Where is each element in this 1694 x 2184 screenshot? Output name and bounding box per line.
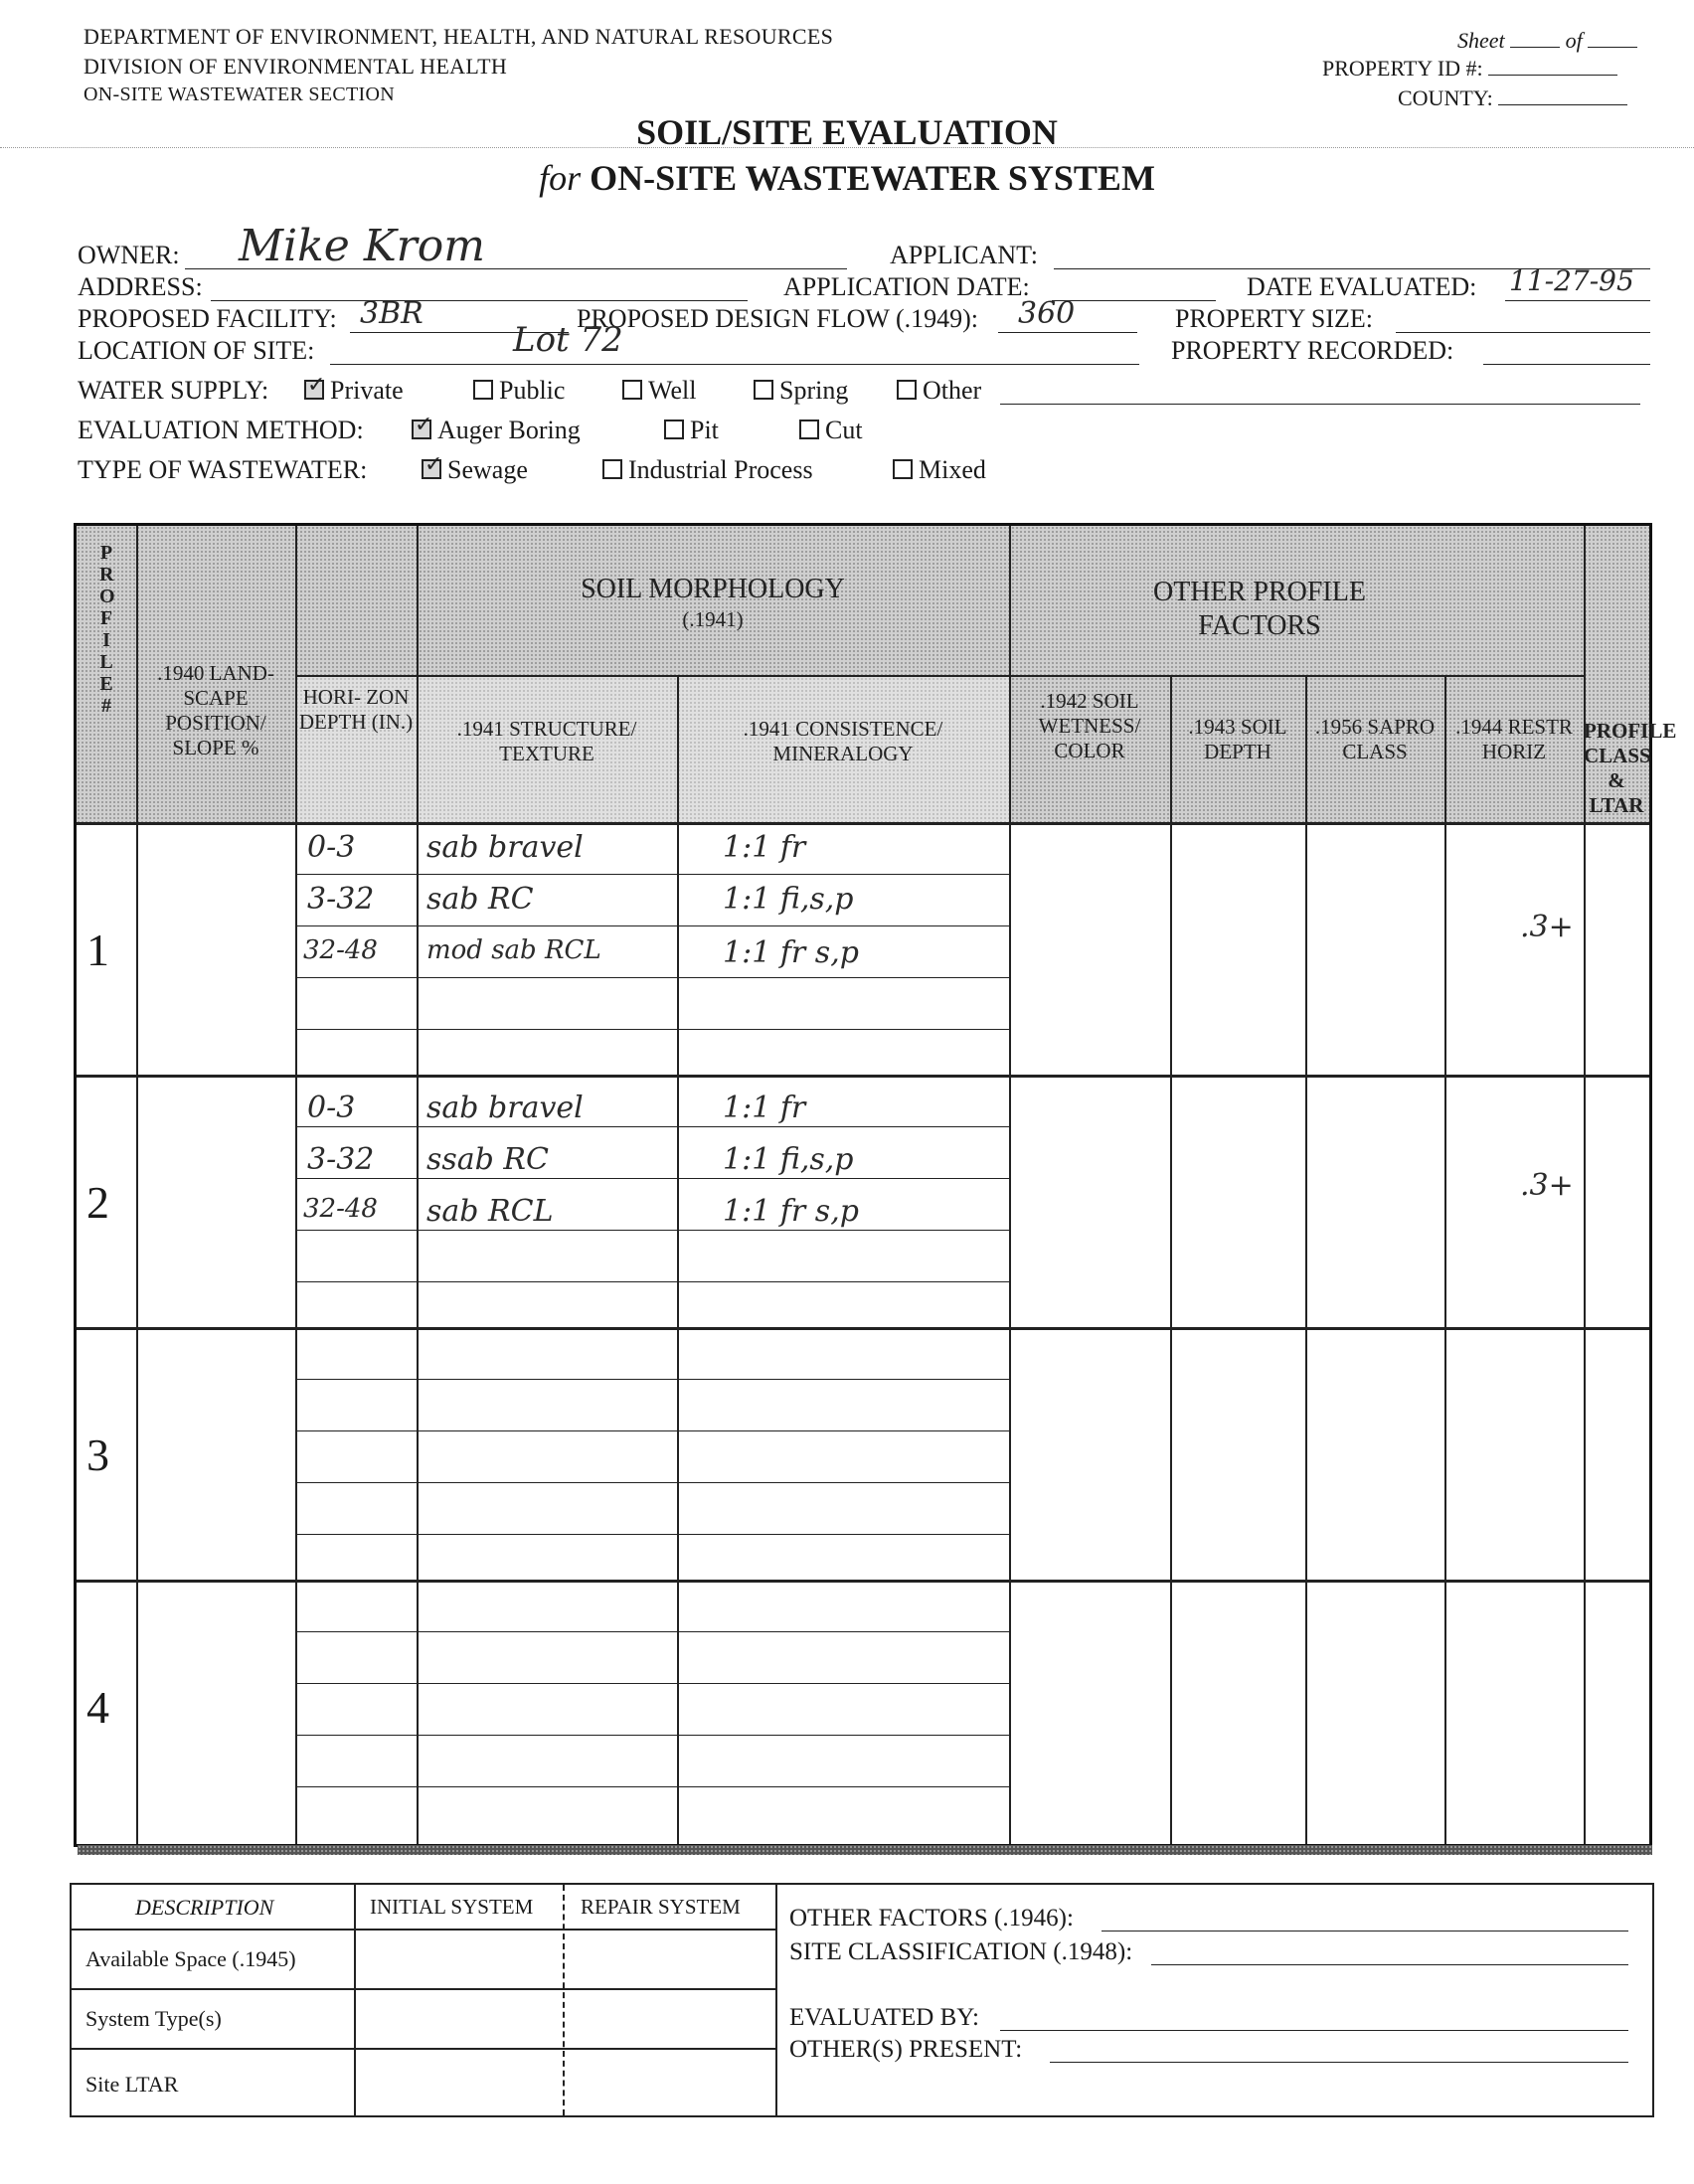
p1-depth: 0-3 bbox=[307, 830, 356, 865]
water-supply-label: WATER SUPPLY: bbox=[78, 376, 269, 405]
evaluation-method-label: EVALUATION METHOD: bbox=[78, 416, 364, 444]
col-line bbox=[417, 526, 419, 1844]
auger-boring-checkbox[interactable] bbox=[412, 420, 431, 439]
wetness-header: .1942 SOIL WETNESS/ COLOR bbox=[1038, 689, 1141, 762]
department-name: DEPARTMENT OF ENVIRONMENT, HEALTH, AND NATURAL RESOURCES bbox=[84, 24, 834, 49]
owner-label: OWNER: bbox=[78, 241, 180, 269]
of-label: of bbox=[1565, 28, 1583, 53]
industrial-option[interactable] bbox=[602, 455, 813, 485]
sewage-checkbox[interactable] bbox=[422, 459, 441, 479]
pit-checkbox[interactable] bbox=[664, 420, 684, 439]
site-classification-label: SITE CLASSIFICATION (.1948): bbox=[789, 1938, 1133, 1965]
horizon-row-line bbox=[295, 1230, 1009, 1231]
horizon-row-line bbox=[295, 1534, 1009, 1535]
horizon-row-line bbox=[295, 1786, 1009, 1787]
p1-ltar: .3+ bbox=[1520, 910, 1574, 944]
water-spring-option[interactable] bbox=[754, 376, 848, 406]
mixed-checkbox[interactable] bbox=[893, 459, 913, 479]
horizon-header: HORI- ZON DEPTH (IN.) bbox=[298, 685, 414, 734]
cut-label: Cut bbox=[825, 416, 863, 444]
col-line bbox=[1584, 526, 1586, 1844]
property-id-field bbox=[1322, 56, 1617, 82]
property-recorded-input[interactable] bbox=[1483, 364, 1650, 365]
system-type-repair-input[interactable] bbox=[565, 1990, 773, 2046]
profile-number: 3 bbox=[86, 1429, 109, 1480]
sewage-label: Sewage bbox=[447, 455, 528, 484]
proposed-facility-value: 3BR bbox=[360, 296, 424, 331]
industrial-checkbox[interactable] bbox=[602, 459, 622, 479]
horizon-row-line bbox=[295, 1126, 1009, 1127]
profile-header bbox=[77, 542, 136, 717]
profile-separator bbox=[77, 1580, 1649, 1583]
p2-consistence: 1:1 fi,s,p bbox=[723, 1142, 854, 1177]
available-space-label: Available Space (.1945) bbox=[85, 1946, 296, 1971]
other-factors-header: OTHER PROFILE FACTORS bbox=[1153, 577, 1366, 641]
site-classification-input[interactable] bbox=[1151, 1964, 1628, 1965]
property-id-label: PROPERTY ID #: bbox=[1322, 56, 1483, 81]
available-space-initial-input[interactable] bbox=[356, 1931, 561, 1986]
bottom-col-line bbox=[775, 1885, 777, 2115]
p1-consistence: 1:1 fr s,p bbox=[723, 935, 859, 970]
horizon-row-line bbox=[295, 1631, 1009, 1632]
p2-depth: 0-3 bbox=[307, 1091, 356, 1125]
auger-boring-option[interactable] bbox=[412, 416, 581, 445]
p1-consistence: 1:1 fi,s,p bbox=[723, 882, 854, 917]
county-label: COUNTY: bbox=[1398, 85, 1493, 110]
county-field bbox=[1398, 85, 1627, 111]
subtitle-prefix: for bbox=[539, 158, 582, 198]
design-flow-value: 360 bbox=[1018, 296, 1076, 331]
p1-texture: sab RC bbox=[426, 882, 534, 917]
county-input[interactable] bbox=[1498, 104, 1627, 105]
property-id-input[interactable] bbox=[1488, 75, 1617, 76]
horizon-row-line bbox=[295, 1683, 1009, 1684]
consistence-header: .1941 CONSISTENCE/ MINERALOGY bbox=[743, 717, 943, 765]
cut-checkbox[interactable] bbox=[799, 420, 819, 439]
property-size-input[interactable] bbox=[1396, 332, 1650, 333]
sheet-field bbox=[1457, 28, 1637, 54]
others-present-label: OTHER(S) PRESENT: bbox=[789, 2036, 1023, 2063]
p2-consistence: 1:1 fr s,p bbox=[723, 1194, 859, 1229]
water-other-input[interactable] bbox=[1000, 404, 1640, 405]
owner-value: Mike Krom bbox=[239, 221, 485, 271]
horizon-row-line bbox=[295, 1379, 1009, 1380]
soil-depth-header: .1943 SOIL DEPTH bbox=[1188, 715, 1287, 763]
auger-boring-label: Auger Boring bbox=[437, 416, 581, 444]
profile-class-header: PROFILE CLASS & LTAR bbox=[1584, 719, 1677, 817]
col-line bbox=[1009, 526, 1011, 1844]
date-evaluated-input[interactable] bbox=[1505, 300, 1650, 301]
restr-horiz-header: .1944 RESTR HORIZ bbox=[1455, 715, 1573, 763]
other-factors-input[interactable] bbox=[1101, 1931, 1628, 1932]
site-ltar-initial-input[interactable] bbox=[356, 2050, 561, 2113]
sewage-option[interactable] bbox=[422, 455, 528, 485]
water-public-option[interactable] bbox=[473, 376, 565, 406]
water-spring-label: Spring bbox=[779, 376, 849, 405]
water-public-checkbox[interactable] bbox=[473, 380, 493, 400]
water-spring-checkbox[interactable] bbox=[754, 380, 773, 400]
site-ltar-label: Site LTAR bbox=[85, 2072, 179, 2097]
address-input[interactable] bbox=[211, 300, 748, 301]
applicant-label: APPLICANT: bbox=[890, 241, 1038, 269]
sheet-label: Sheet bbox=[1457, 28, 1505, 53]
p2-texture: sab bravel bbox=[426, 1091, 584, 1125]
landscape-header: .1940 LAND- SCAPE POSITION/ SLOPE % bbox=[157, 661, 274, 759]
location-value: Lot 72 bbox=[513, 320, 623, 360]
water-private-option[interactable] bbox=[304, 376, 404, 406]
p2-texture: ssab RC bbox=[426, 1142, 549, 1177]
horizon-row-line bbox=[295, 1178, 1009, 1179]
soil-table bbox=[74, 523, 1677, 1847]
p2-depth: 3-32 bbox=[307, 1142, 375, 1177]
application-date-label: APPLICATION DATE: bbox=[783, 272, 1030, 301]
industrial-label: Industrial Process bbox=[628, 455, 813, 484]
horizon-row-line bbox=[295, 1029, 1009, 1030]
water-other-checkbox[interactable] bbox=[897, 380, 917, 400]
col-line bbox=[1305, 675, 1307, 1844]
available-space-repair-input[interactable] bbox=[565, 1931, 773, 1986]
structure-header: .1941 STRUCTURE/ TEXTURE bbox=[456, 717, 637, 765]
subtitle-text: ON-SITE WASTEWATER SYSTEM bbox=[590, 158, 1155, 198]
water-well-option[interactable] bbox=[622, 376, 696, 406]
profile-number: 2 bbox=[86, 1177, 109, 1228]
pit-label: Pit bbox=[690, 416, 719, 444]
horizon-row-line bbox=[295, 874, 1009, 875]
application-date-input[interactable] bbox=[1052, 300, 1216, 301]
col-line bbox=[1444, 675, 1446, 1844]
division-name: DIVISION OF ENVIRONMENTAL HEALTH bbox=[84, 54, 508, 79]
horizon-row-line bbox=[295, 925, 1009, 926]
profile-separator bbox=[77, 1327, 1649, 1330]
location-label: LOCATION OF SITE: bbox=[78, 336, 315, 365]
design-flow-label: PROPOSED DESIGN FLOW (.1949): bbox=[577, 304, 978, 333]
water-well-checkbox[interactable] bbox=[622, 380, 642, 400]
header-sub-line bbox=[295, 675, 1584, 677]
bottom-section bbox=[70, 1883, 1654, 2117]
col-line bbox=[295, 526, 297, 1844]
sapro-class-header: .1956 SAPRO CLASS bbox=[1314, 715, 1436, 763]
p1-depth: 32-48 bbox=[303, 935, 378, 965]
pit-option[interactable] bbox=[664, 416, 719, 445]
proposed-facility-label: PROPOSED FACILITY: bbox=[78, 304, 337, 333]
horizon-row-line bbox=[295, 1735, 1009, 1736]
header-bottom-line bbox=[77, 822, 1649, 825]
initial-system-header: INITIAL SYSTEM bbox=[370, 1895, 534, 1919]
p2-depth: 32-48 bbox=[303, 1194, 378, 1224]
p2-ltar: .3+ bbox=[1520, 1168, 1574, 1203]
water-other-option[interactable] bbox=[897, 376, 981, 406]
system-type-initial-input[interactable] bbox=[356, 1990, 561, 2046]
horizon-row-line bbox=[295, 1482, 1009, 1483]
horizon-row-line bbox=[295, 977, 1009, 978]
horizon-row-line bbox=[295, 1281, 1009, 1282]
p1-depth: 3-32 bbox=[307, 882, 375, 917]
location-input[interactable] bbox=[330, 364, 1139, 365]
date-evaluated-value: 11-27-95 bbox=[1509, 264, 1634, 297]
p2-consistence: 1:1 fr bbox=[723, 1091, 806, 1125]
profile-separator bbox=[77, 1075, 1649, 1078]
horizon-row-line bbox=[295, 1430, 1009, 1431]
table-bottom-strip bbox=[78, 1845, 1652, 1855]
date-evaluated-label: DATE EVALUATED: bbox=[1247, 272, 1477, 301]
other-factors-label: OTHER FACTORS (.1946): bbox=[789, 1905, 1074, 1932]
sheet-input[interactable] bbox=[1510, 47, 1560, 48]
p2-texture: sab RCL bbox=[426, 1194, 554, 1229]
evaluated-by-label: EVALUATED BY: bbox=[789, 2004, 979, 2031]
wastewater-type-label: TYPE OF WASTEWATER: bbox=[78, 455, 368, 484]
water-other-label: Other bbox=[923, 376, 982, 405]
profile-number: 4 bbox=[86, 1682, 109, 1733]
description-header: DESCRIPTION bbox=[135, 1895, 274, 1920]
cut-option[interactable] bbox=[799, 416, 863, 445]
water-well-label: Well bbox=[648, 376, 697, 405]
mixed-label: Mixed bbox=[919, 455, 986, 484]
form-title: SOIL/SITE EVALUATION bbox=[636, 112, 1058, 152]
of-input[interactable] bbox=[1588, 47, 1637, 48]
section-name: ON-SITE WASTEWATER SECTION bbox=[84, 84, 395, 105]
others-present-input[interactable] bbox=[1050, 2062, 1628, 2063]
property-recorded-label: PROPERTY RECORDED: bbox=[1171, 336, 1454, 365]
property-size-label: PROPERTY SIZE: bbox=[1175, 304, 1373, 333]
p1-texture: sab bravel bbox=[426, 830, 584, 865]
design-flow-input[interactable] bbox=[998, 332, 1137, 333]
evaluated-by-input[interactable] bbox=[1000, 2030, 1628, 2031]
p1-texture: mod sab RCL bbox=[426, 935, 601, 965]
profile-header-text: P R O F I L E # bbox=[99, 542, 115, 717]
profile-number: 1 bbox=[86, 924, 109, 975]
col-line bbox=[1170, 675, 1172, 1844]
water-public-label: Public bbox=[499, 376, 566, 405]
site-ltar-repair-input[interactable] bbox=[565, 2050, 773, 2113]
water-private-checkbox[interactable] bbox=[304, 380, 324, 400]
col-line bbox=[677, 675, 679, 1844]
address-label: ADDRESS: bbox=[78, 272, 203, 301]
soil-morphology-header: SOIL MORPHOLOGY bbox=[581, 574, 845, 604]
mixed-option[interactable] bbox=[893, 455, 986, 485]
col-line bbox=[136, 526, 138, 1844]
system-type-label: System Type(s) bbox=[85, 2006, 222, 2031]
soil-morphology-sub: (.1941) bbox=[682, 607, 744, 631]
p1-consistence: 1:1 fr bbox=[723, 830, 806, 865]
water-private-label: Private bbox=[330, 376, 404, 405]
repair-system-header: REPAIR SYSTEM bbox=[581, 1895, 741, 1919]
form-subtitle bbox=[0, 157, 1694, 199]
